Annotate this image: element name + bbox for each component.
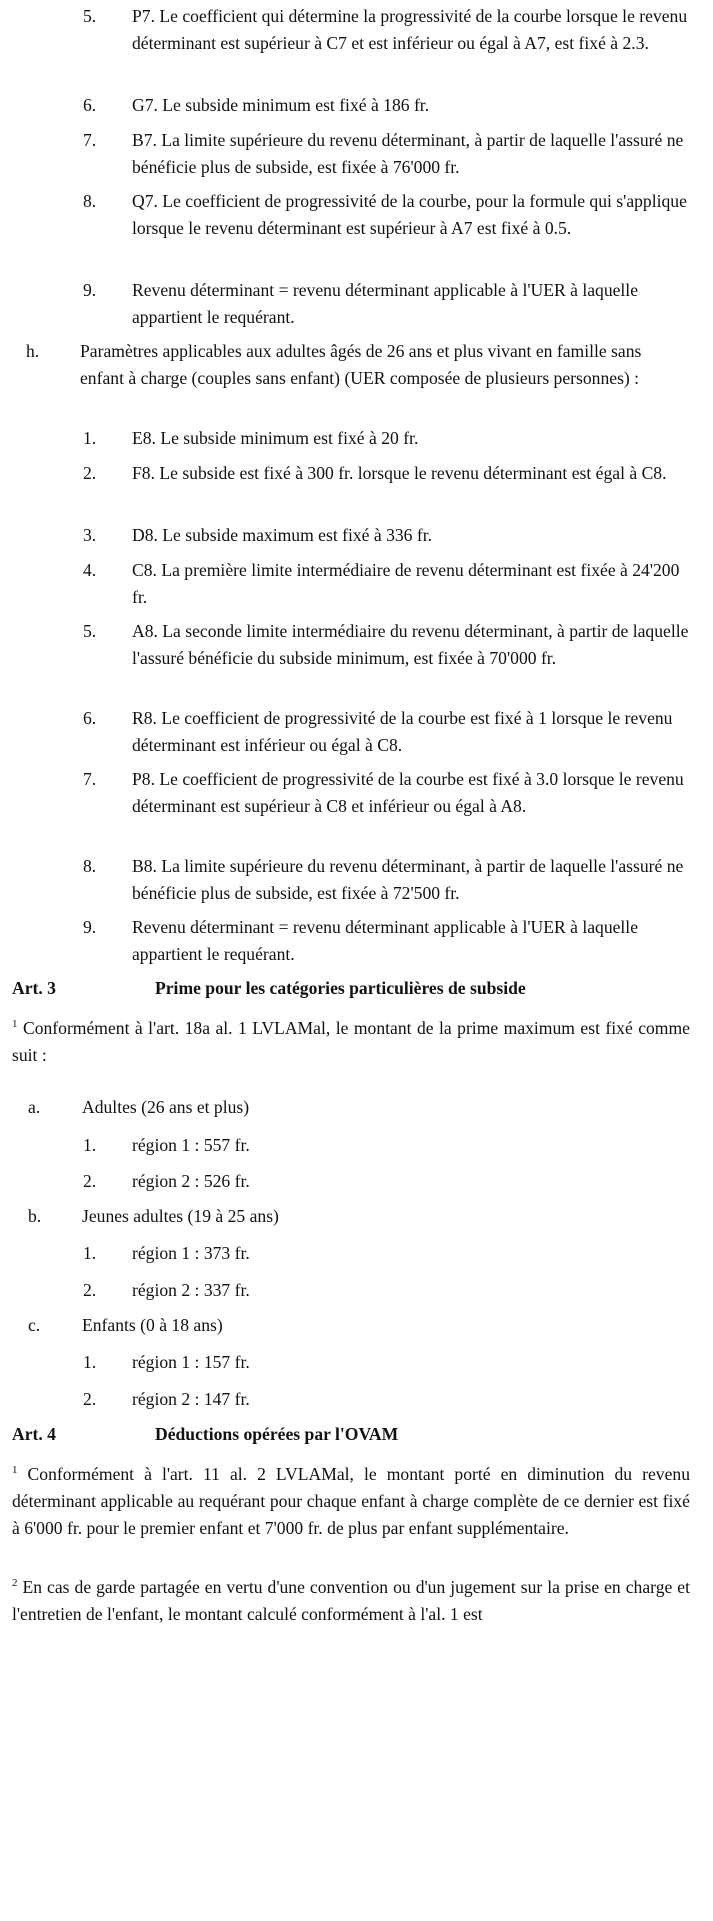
article-title: Déductions opérées par l'OVAM: [155, 1424, 399, 1444]
article-label: Art. 3: [12, 978, 56, 998]
item-number: 1.: [83, 1135, 97, 1155]
item-number: 6.: [83, 708, 97, 728]
item-number: 2.: [83, 463, 97, 483]
item-text: B8. La limite supérieure du revenu déterminant, à partir de laquelle l'assuré ne bénéficie plus de subside, est fixée à 72'500 fr.: [132, 856, 684, 903]
item-number: 8.: [83, 191, 97, 211]
article-paragraph: [12, 1015, 690, 1069]
paragraph-text: En cas de garde partagée en vertu d'une convention ou d'un jugement sur la prise en charge et l'entretien de l'enfant, le montant calculé conformément à l'al. 1 est: [12, 1577, 690, 1624]
item-number: 9.: [83, 280, 97, 300]
item-number: 1.: [83, 1243, 97, 1263]
group-letter: c.: [28, 1315, 41, 1335]
group-letter: a.: [28, 1097, 41, 1117]
item-text: D8. Le subside maximum est fixé à 336 fr.: [132, 525, 433, 545]
group-letter: b.: [28, 1206, 42, 1226]
section-intro-text: Paramètres applicables aux adultes âgés de 26 ans et plus vivant en famille sans enfant à charge (couples sans enfant) (UER composée de plusieurs personnes) :: [80, 341, 642, 388]
item-number: 6.: [83, 95, 97, 115]
item-text: région 2 : 337 fr.: [132, 1280, 250, 1300]
item-number: 1.: [83, 428, 97, 448]
item-text: G7. Le subside minimum est fixé à 186 fr.: [132, 95, 430, 115]
article-label: Art. 4: [12, 1424, 56, 1444]
section-letter: h.: [26, 341, 40, 361]
item-text: F8. Le subside est fixé à 300 fr. lorsque le revenu déterminant est égal à C8.: [132, 463, 667, 483]
item-text: Q7. Le coefficient de progressivité de la courbe, pour la formule qui s'applique lorsque le revenu déterminant est supérieur à A7 est fixé à 0.5.: [132, 191, 687, 238]
item-text: A8. La seconde limite intermédiaire du revenu déterminant, à partir de laquelle l'assuré bénéficie du subside minimum, est fixée à 70'000 fr.: [132, 621, 689, 668]
item-number: 1.: [83, 1352, 97, 1372]
item-text: Revenu déterminant = revenu déterminant applicable à l'UER à laquelle appartient le requérant.: [132, 917, 639, 964]
item-number: 2.: [83, 1389, 97, 1409]
item-text: Revenu déterminant = revenu déterminant applicable à l'UER à laquelle appartient le requérant.: [132, 280, 639, 327]
paragraph-text: Conformément à l'art. 18a al. 1 LVLAMal, le montant de la prime maximum est fixé comme suit :: [12, 1018, 690, 1065]
paragraph-number: 1: [12, 1018, 18, 1031]
group-label: Adultes (26 ans et plus): [82, 1097, 250, 1117]
item-number: 8.: [83, 856, 97, 876]
item-text: région 1 : 557 fr.: [132, 1135, 250, 1155]
item-text: région 1 : 373 fr.: [132, 1243, 250, 1263]
paragraph-number: 2: [12, 1577, 18, 1590]
item-text: R8. Le coefficient de progressivité de la courbe est fixé à 1 lorsque le revenu déterminant est inférieur ou égal à C8.: [132, 708, 673, 755]
item-number: 2.: [83, 1171, 97, 1191]
item-text: région 2 : 526 fr.: [132, 1171, 250, 1191]
item-number: 5.: [83, 6, 97, 26]
item-text: région 2 : 147 fr.: [132, 1389, 250, 1409]
article-paragraph: [12, 1574, 690, 1628]
item-number: 2.: [83, 1280, 97, 1300]
item-number: 7.: [83, 130, 97, 150]
paragraph-text: Conformément à l'art. 11 al. 2 LVLAMal, le montant porté en diminution du revenu déterminant applicable au requérant pour chaque enfant à charge complète de ce dernier est fixé à 6'000 fr. pour le premier enfant et 7'000 fr. de plus par enfant supplémentaire.: [12, 1464, 690, 1538]
group-label: Jeunes adultes (19 à 25 ans): [82, 1206, 279, 1226]
item-number: 4.: [83, 560, 97, 580]
item-number: 3.: [83, 525, 97, 545]
item-text: C8. La première limite intermédiaire de revenu déterminant est fixée à 24'200 fr.: [132, 560, 680, 607]
article-paragraph: [12, 1461, 690, 1542]
item-number: 9.: [83, 917, 97, 937]
article-title: Prime pour les catégories particulières de subside: [155, 978, 526, 998]
item-text: B7. La limite supérieure du revenu déterminant, à partir de laquelle l'assuré ne bénéficie plus de subside, est fixée à 76'000 fr.: [132, 130, 684, 177]
item-text: région 1 : 157 fr.: [132, 1352, 250, 1372]
item-text: E8. Le subside minimum est fixé à 20 fr.: [132, 428, 419, 448]
paragraph-number: 1: [12, 1464, 18, 1477]
item-text: P7. Le coefficient qui détermine la progressivité de la courbe lorsque le revenu déterminant est supérieur à C7 et est inférieur ou égal à A7, est fixé à 2.3.: [132, 6, 688, 53]
item-text: P8. Le coefficient de progressivité de la courbe est fixé à 3.0 lorsque le revenu déterminant est supérieur à C8 et inférieur ou égal à A8.: [132, 769, 684, 816]
item-number: 5.: [83, 621, 97, 641]
group-label: Enfants (0 à 18 ans): [82, 1315, 223, 1335]
item-number: 7.: [83, 769, 97, 789]
